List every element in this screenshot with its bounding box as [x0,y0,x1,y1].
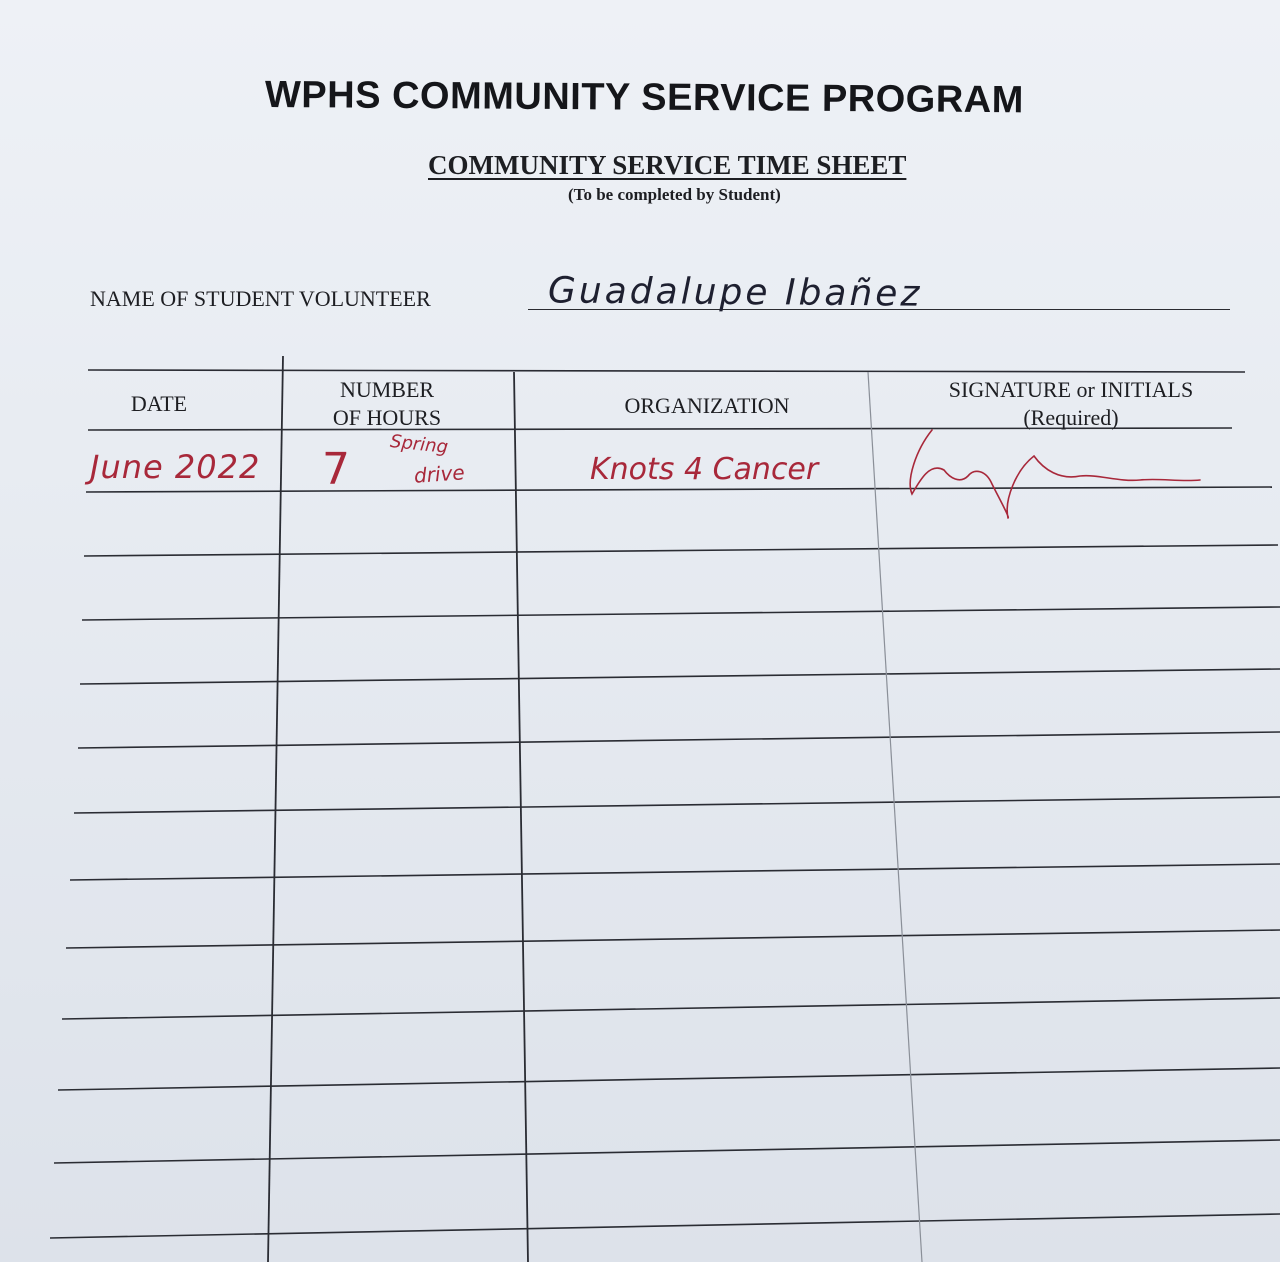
row-line [50,1214,1280,1238]
row-line [66,930,1280,948]
column-header-date: DATE [130,391,188,416]
row-line [84,545,1278,556]
row-line [82,607,1280,620]
row-line [58,1068,1280,1090]
row-1-hours[interactable]: 7 [322,444,350,495]
row-line [62,998,1280,1019]
signature-scribble [910,430,1200,518]
grid-horizontal-lines [50,370,1280,1238]
col-divider-org-signature [868,372,922,1262]
row-1-hours-note-line1: Spring [389,431,450,458]
column-header-organization: ORGANIZATION [624,393,790,418]
volunteer-name-label: NAME OF STUDENT VOLUNTEER [90,286,431,311]
sheet-title: COMMUNITY SERVICE TIME SHEET [428,150,907,180]
row-line [74,797,1280,813]
row-line [78,732,1280,748]
col-divider-hours-org [514,372,528,1262]
column-header-signature: SIGNATURE or INITIALS (Required) [948,377,1194,430]
signature-stroke [910,430,1200,518]
row-1-date[interactable]: June 2022 [90,448,261,486]
table-top-line [88,370,1245,372]
program-title: WPHS COMMUNITY SERVICE PROGRAM [264,74,1025,122]
row-1-organization[interactable]: Knots 4 Cancer [590,452,819,487]
volunteer-name-value[interactable]: Guadalupe Ibañez [547,270,923,315]
row-line [70,864,1280,880]
row-line [54,1140,1280,1163]
column-header-hours: NUMBER OF HOURS [332,377,442,430]
grid-vertical-faint [868,372,922,1262]
row-1-hours-note-line2: drive [413,460,466,488]
row-line [80,669,1280,684]
sheet-subtitle: (To be completed by Student) [568,185,781,204]
row-line [86,487,1272,492]
